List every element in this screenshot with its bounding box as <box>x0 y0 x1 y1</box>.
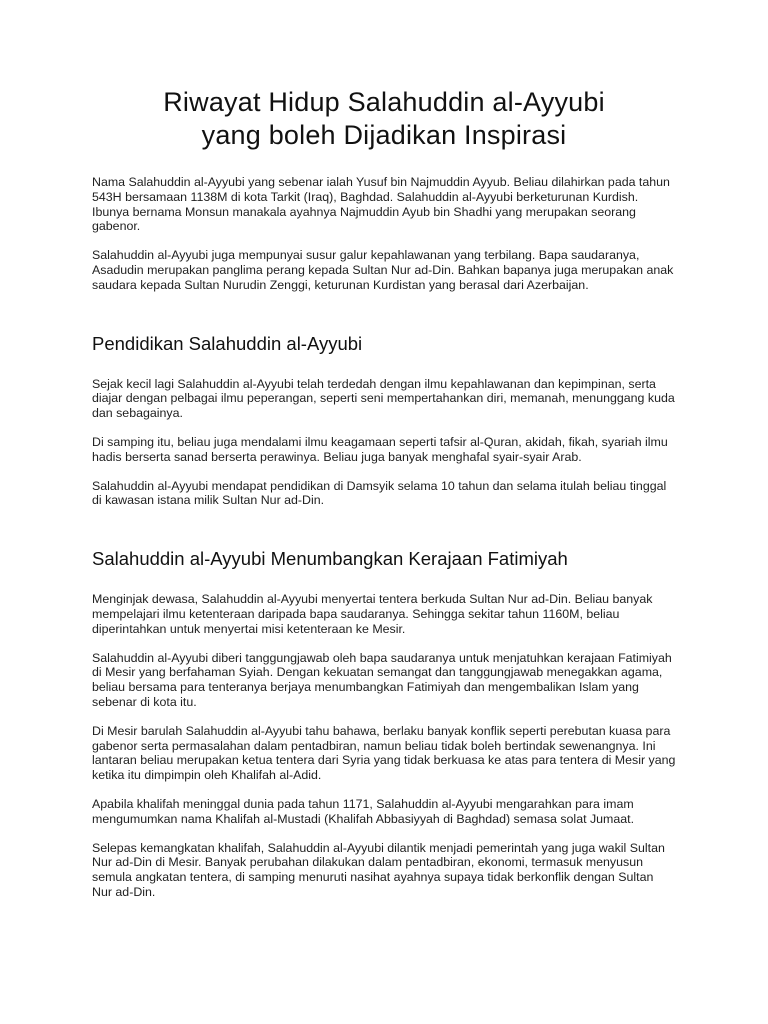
section1-paragraph-3: Salahuddin al-Ayyubi mendapat pendidikan di Damsyik selama 10 tahun dan selama itulah beliau tinggal di kawasan istana milik Sultan Nur ad-Din. <box>92 478 667 508</box>
section2-paragraph-2: Salahuddin al-Ayyubi diberi tanggungjawab oleh bapa saudaranya untuk menjatuhkan kerajaan Fatimiyah di Mesir yang berfahaman Syiah. Dengan kekuatan semangat dan tanggungjawab menegakkan agama, beliau bersama para tenteranya berjaya menumbangkan Fatimiyah dan mengembalikan Islam yang sebenar di kota itu. <box>92 650 672 709</box>
intro-paragraph-2: Salahuddin al-Ayyubi juga mempunyai susur galur kepahlawanan yang terbilang. Bapa saudaranya, Asadudin merupakan panglima perang kepada Sultan Nur ad-Din. Bahkan bapanya juga merupakan anak saudara kepada Sultan Nurudin Zenggi, keturunan Kurdistan yang berasal dari Azerbaijan. <box>92 248 674 292</box>
intro-paragraph-1: Nama Salahuddin al-Ayyubi yang sebenar ialah Yusuf bin Najmuddin Ayyub. Beliau dilahirkan pada tahun 543H bersamaan 1138M di kota Tarkit (Iraq), Baghdad. Salahuddin al-Ayyubi berketurunan Kurdish. Ibunya bernama Monsun manakala ayahnya Najmuddin Ayub bin Shadhi yang merupakan seorang gabenor. <box>92 175 670 234</box>
title-line-2: yang boleh Dijadikan Inspirasi <box>201 120 567 150</box>
section-heading-fatimiyah: Salahuddin al-Ayyubi Menumbangkan Kerajaan Fatimiyah <box>92 548 568 570</box>
document-title <box>92 86 676 152</box>
title-line-1: Riwayat Hidup Salahuddin al-Ayyubi <box>163 87 605 117</box>
section2-paragraph-3: Di Mesir barulah Salahuddin al-Ayyubi tahu bahawa, berlaku banyak konflik seperti perebutan kuasa para gabenor serta permasalahan dalam pentadbiran, namun beliau tidak boleh bertindak sewenangnya. Ini lantaran beliau merupakan ketua tentera dari Syria yang tidak berkuasa ke atas para tentera di Mesir yang ketika itu dimpimpin oleh Khalifah al-Adid. <box>92 723 676 783</box>
section2-paragraph-5: Selepas kemangkatan khalifah, Salahuddin al-Ayyubi dilantik menjadi pemerintah yang juga wakil Sultan Nur ad-Din di Mesir. Banyak perubahan dilakukan dalam pentadbiran, ekonomi, termasuk menyusun semula angkatan tentera, di samping menuruti nasihat ayahnya supaya tidak berkonflik dengan Sultan Nur ad-Din. <box>92 840 665 899</box>
section1-paragraph-2: Di samping itu, beliau juga mendalami ilmu keagamaan seperti tafsir al-Quran, akidah, fikah, syariah ilmu hadis berserta sanad berserta perawinya. Beliau juga banyak menghafal syair-syair Arab. <box>92 434 668 464</box>
section-heading-pendidikan: Pendidikan Salahuddin al-Ayyubi <box>92 332 363 354</box>
section1-paragraph-1: Sejak kecil lagi Salahuddin al-Ayyubi telah terdedah dengan ilmu kepahlawanan dan kepimpinan, serta diajar dengan pelbagai ilmu peperangan, seperti seni mempertahankan diri, memanah, menunggang kuda dan sebagainya. <box>92 376 675 421</box>
section2-paragraph-1: Menginjak dewasa, Salahuddin al-Ayyubi menyertai tentera berkuda Sultan Nur ad-Din. Beliau banyak mempelajari ilmu ketenteraan daripada bapa saudaranya. Sehingga sekitar tahun 1160M, beliau diperintahkan untuk menyertai misi ketenteraan ke Mesir. <box>92 592 653 636</box>
section2-paragraph-4: Apabila khalifah meninggal dunia pada tahun 1171, Salahuddin al-Ayyubi mengarahkan para imam mengumumkan nama Khalifah al-Mustadi (Khalifah Abbasiyyah di Baghdad) semasa solat Jumaat. <box>92 796 635 826</box>
